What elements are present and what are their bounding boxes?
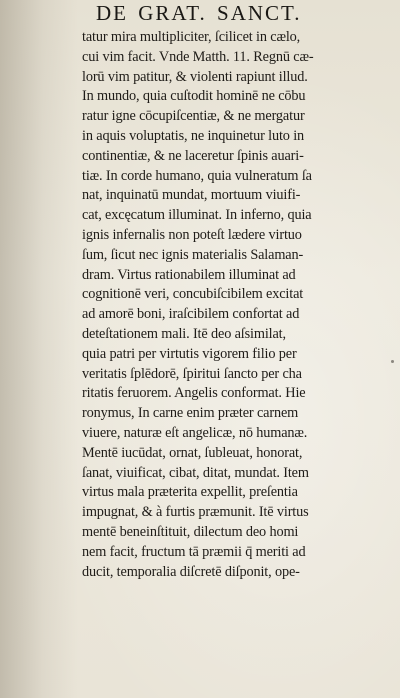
text-line: nem facit, fructum tā præmii q̄ meriti ad (82, 543, 306, 560)
text-line: ſanat, viuificat, cibat, ditat, mundat. Item (82, 464, 309, 481)
text-line: nat, inquinatū mundat, mortuum viuifi- (82, 187, 301, 204)
running-head: DE GRAT. SANCT. (96, 1, 302, 25)
text-line: in aquis voluptatis, ne inquinetur luto in (82, 127, 305, 144)
text-line: ducit, temporalia diſcretē diſponit, ope- (82, 563, 300, 580)
text-line: ritatis feruorem. Angelis conformat. Hie (82, 385, 306, 402)
text-line: lorū vim patitur, & violenti rapiunt illud. (82, 68, 308, 85)
text-line: ignis infernalis non poteſt lædere virtuo (82, 226, 302, 243)
text-line: cui vim facit. Vnde Matth. 11. Regnū cæ- (82, 48, 314, 65)
text-line: tiæ. In corde humano, quia vulneratum ſa (82, 167, 312, 184)
text-line: virtus mala præterita expellit, preſentia (82, 484, 298, 501)
text-line: deteſtationem mali. Itē deo aſsimilat, (82, 325, 286, 342)
text-line: ronymus, In carne enim præter carnem (82, 405, 299, 422)
text-line: tatur mira multipliciter, ſcilicet in cælo, (82, 29, 301, 45)
text-line: viuere, naturæ eſt angelicæ, nō humanæ. (82, 424, 308, 441)
text-line: ſum, ſicut nec ignis materialis Salaman- (82, 246, 304, 263)
body-text (82, 28, 390, 582)
text-line: Mentē iucūdat, ornat, ſubleuat, honorat, (82, 444, 303, 461)
text-line: ratur igne cōcupiſcentiæ, & ne mergatur (82, 108, 305, 125)
text-line: veritatis ſplēdorē, ſpiritui ſancto per cha (82, 365, 302, 382)
text-line: quia patri per virtutis vigorem filio per (82, 345, 297, 362)
text-line: mentē beneinſtituit, dilectum deo homi (82, 523, 299, 540)
gutter-shadow (0, 0, 78, 698)
margin-speck (391, 360, 394, 363)
text-line: cat, excęcatum illuminat. In inferno, quia (82, 207, 312, 224)
text-line: cognitionē veri, concubiſcibilem excitat (82, 286, 304, 303)
text-line: In mundo, quia cuſtodit hominē ne cōbu (82, 88, 306, 105)
text-line: continentiæ, & ne laceretur ſpinis auari- (82, 147, 304, 164)
text-line: ad amorē boni, iraſcibilem confortat ad (82, 306, 300, 323)
text-line: impugnat, & à furtis præmunit. Itē virtus (82, 504, 309, 521)
text-line: dram. Virtus rationabilem illuminat ad (82, 266, 296, 283)
